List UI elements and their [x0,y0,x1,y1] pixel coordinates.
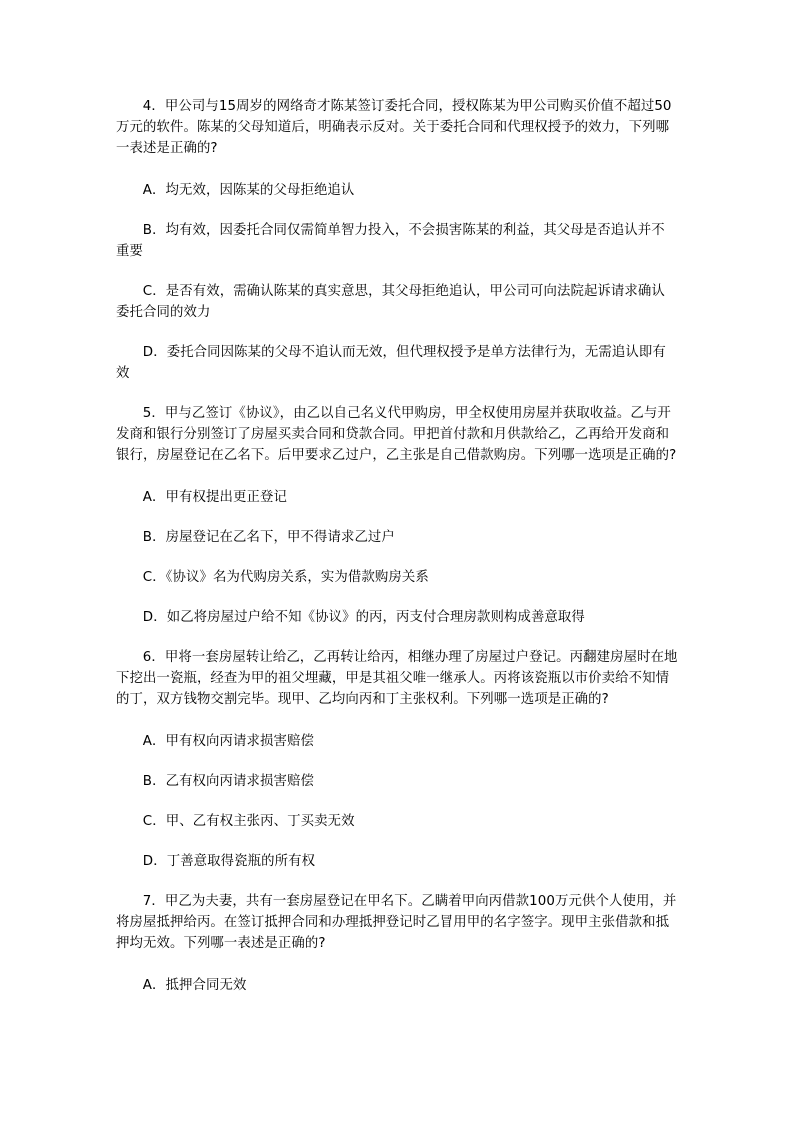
question-5-option-d: D．如乙将房屋过户给不知《协议》的丙，丙支付合理房款则构成善意取得 [142,610,585,625]
exam-content [116,96,678,1015]
question-4-option-d: D．委托合同因陈某的父母不追认而无效，但代理权授予是单方法律行为，无需追认即有效 [116,345,666,381]
question-7-stem: 7．甲乙为夫妻，共有一套房屋登记在甲名下。乙瞒着甲向丙借款100万元供个人使用，并将房屋抵押给丙。在签订抵押合同和办理抵押登记时乙冒用甲的名字签字。现甲主张借款和抵押均无效。下列哪一表述是正确的? [116,894,677,951]
question-7-option-a: A．抵押合同无效 [142,978,247,993]
question-5-option-c: C．《协议》名为代购房关系，实为借款购房关系 [142,570,429,585]
question-6-option-c: C．甲、乙有权主张丙、丁买卖无效 [142,814,355,829]
question-5-option-b: B．房屋登记在乙名下，甲不得请求乙过户 [142,530,395,545]
question-6-option-d: D．丁善意取得瓷瓶的所有权 [142,854,316,869]
question-4-option-b: B．均有效，因委托合同仅需简单智力投入，不会损害陈某的利益，其父母是否追认并不重要 [116,223,665,259]
question-4-stem: 4．甲公司与15周岁的网络奇才陈某签订委托合同，授权陈某为甲公司购买价值不超过50万元的软件。陈某的父母知道后，明确表示反对。关于委托合同和代理权授予的效力，下列哪一表述是正确的? [116,99,672,156]
question-4-option-c: C．是否有效，需确认陈某的真实意思，其父母拒绝追认，甲公司可向法院起诉请求确认委托合同的效力 [116,284,665,320]
question-6-option-a: A．甲有权向丙请求损害赔偿 [142,734,314,749]
question-6-stem: 6．甲将一套房屋转让给乙，乙再转让给丙，相继办理了房屋过户登记。丙翻建房屋时在地下挖出一瓷瓶，经查为甲的祖父埋藏，甲是其祖父唯一继承人。丙将该瓷瓶以市价卖给不知情的丁，双方钱物交割完毕。现甲、乙均向丙和丁主张权利。下列哪一选项是正确的? [116,650,678,707]
question-6-option-b: B．乙有权向丙请求损害赔偿 [142,774,314,789]
question-5-option-a: A．甲有权提出更正登记 [142,490,287,505]
question-4-option-a: A．均无效，因陈某的父母拒绝追认 [142,183,355,198]
question-5-stem: 5．甲与乙签订《协议》，由乙以自己名义代甲购房，甲全权使用房屋并获取收益。乙与开发商和银行分别签订了房屋买卖合同和贷款合同。甲把首付款和月供款给乙，乙再给开发商和银行，房屋登记在乙名下。后甲要求乙过户，乙主张是自己借款购房。下列哪一选项是正确的? [116,406,677,463]
